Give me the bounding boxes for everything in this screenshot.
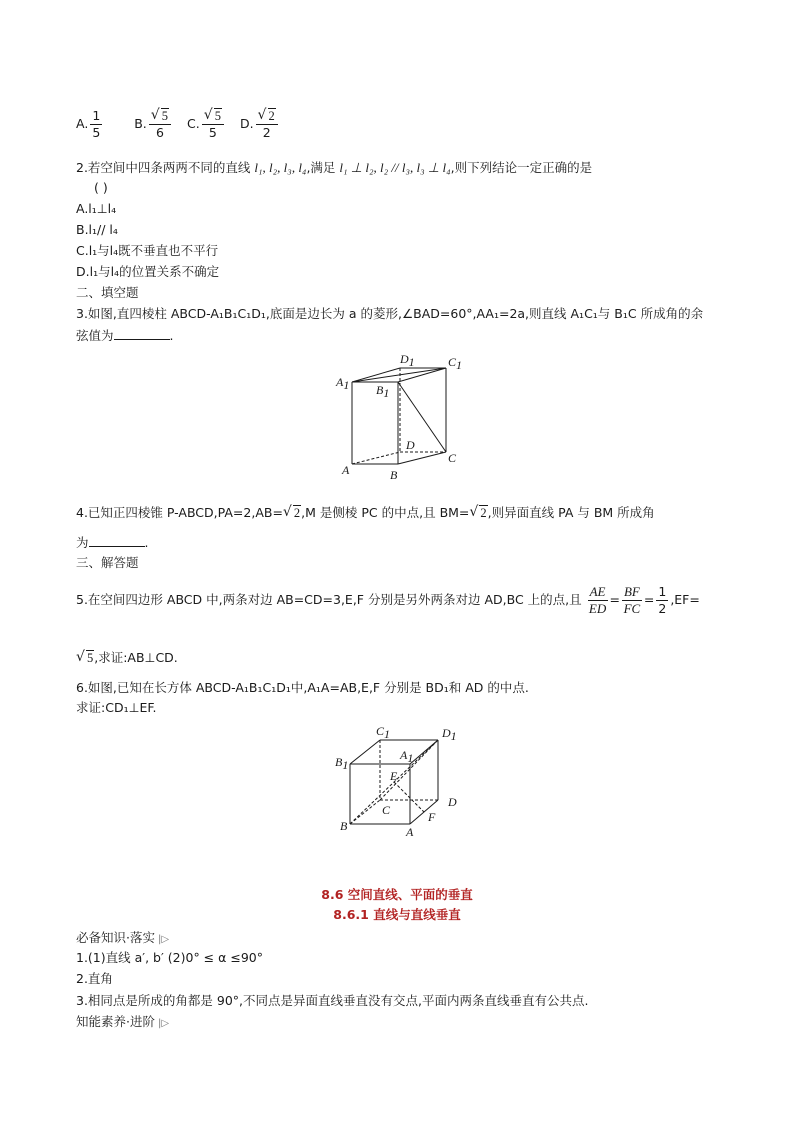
edge-a1d1 (352, 368, 400, 382)
q2-option-d: D.l₁与l₄的位置关系不确定 (76, 264, 220, 279)
answer-heading-section: 8.6 空间直线、平面的垂直 (321, 887, 473, 902)
section-solve-heading: 三、解答题 (76, 555, 139, 570)
label-c1: C1 (376, 724, 391, 741)
q2-option-c: C.l₁与l₄既不垂直也不平行 (76, 243, 219, 258)
q6-line1: 6.如图,已知在长方体 ABCD-A₁B₁C₁D₁中,A₁A=AB,E,F 分别是 BD₁和 AD 的中点. (76, 680, 529, 695)
q1-option-c: C. √ $\frac{5}{5}$ (187, 116, 230, 131)
edge-ad-hidden (352, 452, 400, 464)
answer-1: 1.(1)直线 a′, b′ (2)0° ≤ α ≤90° (76, 950, 263, 965)
q2-option-b: B.l₁// l₄ (76, 222, 118, 237)
answer-3: 3.相同点是所成的角都是 90°,不同点是异面直线垂直没有交点,平面内两条直线垂直有公共点. (76, 993, 589, 1008)
answer-subheading-knowledge: 必备知识·落实 |▷ (76, 928, 169, 950)
q2-option-a: A.l₁⊥l₄ (76, 201, 117, 216)
q4-line2: 为 . (76, 535, 149, 550)
q6-line2: 求证:CD₁⊥EF. (76, 700, 157, 715)
edge-b1c1 (398, 368, 446, 382)
q1-options (76, 108, 280, 141)
answer-subheading-literacy: 知能素养·进阶 |▷ (76, 1012, 169, 1034)
label-d: D (448, 795, 457, 809)
label-a1: A1 (336, 375, 350, 392)
label-b1: B1 (335, 755, 349, 772)
label-b1: B1 (376, 383, 390, 400)
label-e: E (390, 769, 398, 783)
label-a1: A1 (400, 748, 414, 765)
label-f: F (428, 810, 436, 824)
edge-a1c1 (352, 368, 446, 382)
label-c1: C1 (448, 355, 463, 372)
q2-paren: ( ) (94, 180, 108, 195)
q3-line2: 弦值为 . (76, 328, 174, 343)
arrow-icon: |▷ (157, 934, 170, 945)
label-c: C (382, 803, 391, 817)
segment-ef-hidden (394, 782, 424, 812)
diag-cd1-hidden (380, 740, 438, 800)
edge-bc-hidden (350, 800, 380, 824)
q2-stem: 2.若空间中四条两两不同的直线 l₁, l₂, l₃, l₄,满足 l₁ ⊥ l₂, l₂ // l₃, l₃ ⊥ l₄,则下列结论一定正确的是 (76, 160, 593, 175)
label-a: A (406, 825, 414, 839)
label-b: B (390, 468, 398, 482)
label-a: A (342, 463, 350, 477)
edge-b1c1 (350, 740, 380, 764)
cuboid-figure (334, 724, 474, 839)
q1-option-a: A. $\frac{1}{5}$ (76, 108, 101, 140)
q5-line2: √ 5,求证:AB⊥CD. (76, 648, 178, 668)
answer-2: 2.直角 (76, 971, 113, 986)
q4-line1: 4.已知正四棱锥 P-ABCD,PA=2,AB=√ 2,M 是侧棱 PC 的中点,且 BM=√ 2,则异面直线 PA 与 BM 所成角 (76, 503, 655, 523)
q3-line1: 3.如图,直四棱柱 ABCD-A₁B₁C₁D₁,底面是边长为 a 的菱形,∠BAD=60°,AA₁=2a,则直线 A₁C₁与 B₁C 所成角的余 (76, 306, 704, 321)
label-d1: D1 (442, 726, 457, 743)
q1-option-d: D. √ $\frac{2}{2}$ (240, 116, 280, 131)
edge-bc (398, 452, 446, 464)
label-d1: D1 (400, 352, 415, 369)
section-fill-heading: 二、填空题 (76, 285, 139, 300)
q5-line1: 5.在空间四边形 ABCD 中,两条对边 AB=CD=3,E,F 分别是另外两条对边 AD,BC 上的点,且 $\frac{AE}{ED}$ = $\frac{BF}{FC}$ = $\frac{1}{2}$ ,EF= (76, 584, 700, 616)
answer-heading-subsection: 8.6.1 直线与直线垂直 (333, 907, 461, 922)
prism-figure (334, 352, 464, 482)
label-d: D (406, 438, 415, 452)
q1-option-b: B. √ $\frac{5}{6}$ (134, 116, 177, 131)
label-c: C (448, 451, 457, 465)
label-b: B (340, 819, 348, 833)
arrow-icon: |▷ (157, 1018, 170, 1029)
